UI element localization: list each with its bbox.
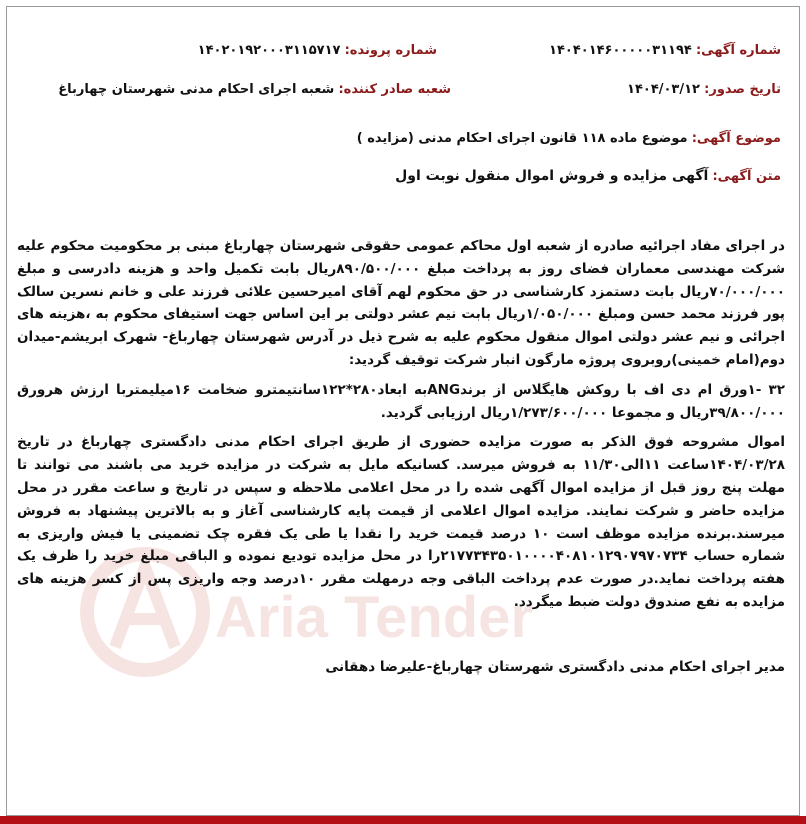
notice-number-value: ۱۴۰۴۰۱۴۶۰۰۰۰۰۳۱۱۹۴ xyxy=(549,43,692,58)
subject-row xyxy=(357,131,781,146)
text-title: آگهی مزایده و فروش اموال منقول نوبت اول xyxy=(395,168,709,184)
notice-number-row xyxy=(549,43,781,58)
text-label: متن آگهی: xyxy=(712,169,781,184)
issue-date-label: تاریخ صدور: xyxy=(704,82,781,97)
signature: مدیر اجرای احکام مدنی دادگستری شهرستان چهارباغ-علیرضا دهقانی xyxy=(325,658,785,675)
notice-body xyxy=(17,235,785,686)
issuer-row xyxy=(58,82,451,97)
body-paragraph-3: اموال مشروحه فوق الذکر به صورت مزایده حضوری از طریق اجرای احکام مدنی دادگستری چهارباغ در تاریخ ۱۴۰۴/۰۳/۲۸ساعت ۱۱الی۱۱/۳۰ به فروش میرسد. کسانیکه مایل به شرکت در مزایده خرید می باشند می توانند تا مهلت پنج روز قبل از مزایده اموال آگهی شده را در محل اعلامی ملاحظه و سپس در تاریخ و ساعت مقرر در محل مزایده حاضر و شرکت نمایند. مزایده اموال اعلامی از قیمت پایه کارشناسی آغاز و به بالاترین پیشنهاد به فروش میرسند.برنده مزایده موظف است ۱۰ درصد قیمت خرید را نقدا یا طی یک فقره چک تضمینی یا فیش واریزی به شماره حساب ۲۱۷۷۳۴۳۵۰۱۰۰۰۰۴۰۸۱۰۱۲۹۰۷۹۷۰۷۳۴را در محل مزایده تودیع نموده و الباقی مبلغ خرید را ظرف یک هفته پرداخت نماید.در صورت عدم پرداخت الباقی وجه درمهلت مقرر ۱۰درصد وجه واریزی پس از کسر هزینه های مزایده به نفع صندوق دولت ضبط میگردد. xyxy=(17,434,785,610)
issuer-value: شعبه اجرای احکام مدنی شهرستان چهارباغ xyxy=(58,82,335,97)
subject-value: موضوع ماده ۱۱۸ قانون اجرای احکام مدنی (مزایده ) xyxy=(356,131,688,146)
body-paragraph-1: در اجرای مفاد اجرائیه صادره از شعبه اول محاکم عمومی حقوقی شهرستان چهارباغ مبنی بر محکومیت محکوم علیه شرکت مهندسی معماران فضای روز به پرداخت مبلغ ۸۹۰/۵۰۰/۰۰۰ریال بابت تکمیل واحد و هزینه دادرسی و مبلغ ۷۰/۰۰۰/۰۰۰ریال بابت دستمزد کارشناسی در حق محکوم لهم آقای امیرحسین علائی فرزند علی و خانم نسرین سالک پور فرزند محمد حسن ومبلغ ۱/۰۵۰/۰۰۰ریال بابت نیم عشر دولتی بر این اساس جهت استیفای محکوم به ،هزینه های اجرائی و نیم عشر دولتی اموال منقول محکوم علیه به شرح ذیل در آدرس شهرستان چهارباغ- شهرک ابریشم-میدان دوم(امام خمینی)روبروی پروژه مارگون انبار شرکت توقیف گردید: xyxy=(17,238,785,368)
notice-number-label: شماره آگهی: xyxy=(695,43,781,58)
case-number-row xyxy=(198,43,437,58)
issue-date-value: ۱۴۰۴/۰۳/۱۲ xyxy=(627,82,700,97)
notice-frame xyxy=(6,6,800,816)
case-number-label: شماره پرونده: xyxy=(344,43,437,58)
subject-label: موضوع آگهی: xyxy=(691,131,781,146)
issue-date-row xyxy=(627,82,781,97)
bottom-bar xyxy=(0,816,806,824)
body-paragraph-2: ۳۲ -۱ورق ام دی اف با روکش هایگلاس از برندANGبه ابعاد۲۸۰*۱۲۲سانتیمترو ضخامت ۱۶میلیمتربا ارزش هرورق ۳۹/۸۰۰/۰۰۰ریال و مجموعا ۱/۲۷۳/۶۰۰/۰۰۰ریال ارزیابی گردید. xyxy=(17,381,785,421)
issuer-label: شعبه صادر کننده: xyxy=(338,82,451,97)
case-number-value: ۱۴۰۲۰۱۹۲۰۰۰۳۱۱۵۷۱۷ xyxy=(197,43,341,58)
watermark-text: Aria Tender xyxy=(215,585,534,650)
text-title-row xyxy=(395,168,781,184)
